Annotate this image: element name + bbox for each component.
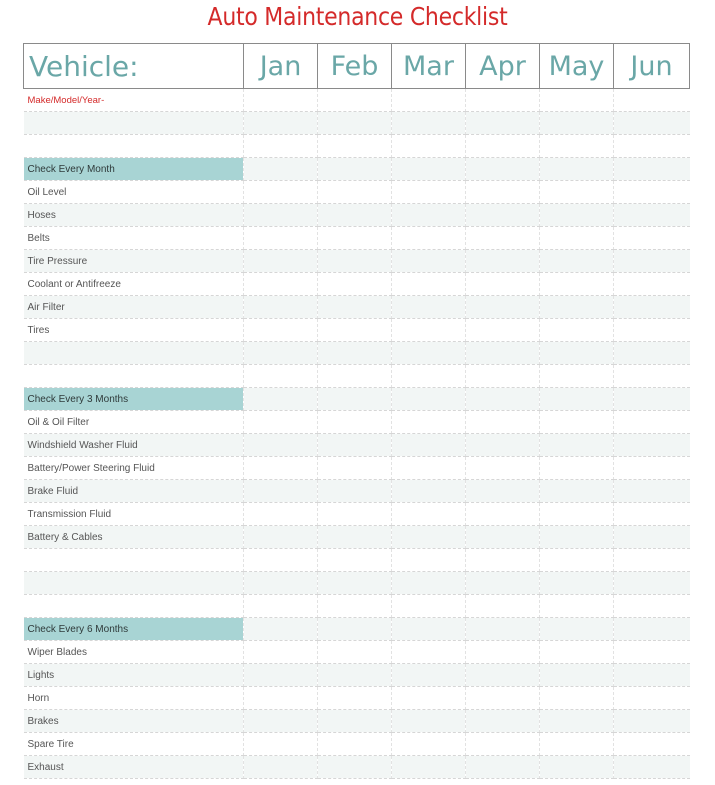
section-label: Check Every 6 Months [24, 618, 244, 641]
checklist-row [24, 710, 690, 733]
check-cell-mar[interactable] [392, 227, 466, 250]
check-cell-mar[interactable] [392, 503, 466, 526]
check-cell-jun[interactable] [614, 273, 690, 296]
check-cell-apr[interactable] [466, 181, 540, 204]
check-cell-feb[interactable] [318, 342, 392, 365]
check-cell-jun[interactable] [614, 710, 690, 733]
check-cell-may[interactable] [540, 664, 614, 687]
check-cell-mar[interactable] [392, 641, 466, 664]
item-label [24, 595, 244, 618]
item-label: Hoses [24, 204, 244, 227]
checklist-row [24, 503, 690, 526]
check-cell-jan[interactable] [244, 457, 318, 480]
check-cell-mar[interactable] [392, 434, 466, 457]
checklist-row [24, 365, 690, 388]
checklist-row [24, 411, 690, 434]
month-header-apr: Apr [466, 44, 540, 89]
check-cell-jun[interactable] [614, 181, 690, 204]
check-cell-jun[interactable] [614, 756, 690, 779]
check-cell-jun[interactable] [614, 250, 690, 273]
check-cell-may[interactable] [540, 457, 614, 480]
check-cell-feb[interactable] [318, 89, 392, 112]
check-cell-mar[interactable] [392, 457, 466, 480]
check-cell-jun[interactable] [614, 365, 690, 388]
check-cell-may[interactable] [540, 411, 614, 434]
month-header-feb: Feb [318, 44, 392, 89]
check-cell-mar[interactable] [392, 365, 466, 388]
check-cell-feb[interactable] [318, 664, 392, 687]
check-cell-apr[interactable] [466, 227, 540, 250]
check-cell-jan[interactable] [244, 112, 318, 135]
check-cell-jun[interactable] [614, 503, 690, 526]
check-cell-apr[interactable] [466, 158, 540, 181]
check-cell-jan[interactable] [244, 411, 318, 434]
section-row [24, 158, 690, 181]
item-label [24, 572, 244, 595]
checklist-row [24, 204, 690, 227]
check-cell-mar[interactable] [392, 112, 466, 135]
check-cell-feb[interactable] [318, 273, 392, 296]
checklist-row [24, 434, 690, 457]
checklist-row [24, 733, 690, 756]
check-cell-apr[interactable] [466, 112, 540, 135]
item-label: Battery & Cables [24, 526, 244, 549]
check-cell-may[interactable] [540, 526, 614, 549]
checklist-row [24, 227, 690, 250]
check-cell-mar[interactable] [392, 549, 466, 572]
check-cell-jun[interactable] [614, 641, 690, 664]
check-cell-jan[interactable] [244, 549, 318, 572]
item-label: Wiper Blades [24, 641, 244, 664]
item-label [24, 135, 244, 158]
check-cell-jun[interactable] [614, 687, 690, 710]
check-cell-apr[interactable] [466, 710, 540, 733]
check-cell-apr[interactable] [466, 664, 540, 687]
item-label: Belts [24, 227, 244, 250]
check-cell-may[interactable] [540, 135, 614, 158]
page-title: Auto Maintenance Checklist [207, 2, 508, 31]
check-cell-jun[interactable] [614, 664, 690, 687]
check-cell-feb[interactable] [318, 411, 392, 434]
check-cell-may[interactable] [540, 319, 614, 342]
checklist-row [24, 595, 690, 618]
check-cell-may[interactable] [540, 158, 614, 181]
check-cell-mar[interactable] [392, 687, 466, 710]
check-cell-jun[interactable] [614, 319, 690, 342]
check-cell-may[interactable] [540, 595, 614, 618]
check-cell-mar[interactable] [392, 595, 466, 618]
check-cell-may[interactable] [540, 549, 614, 572]
check-cell-jun[interactable] [614, 158, 690, 181]
check-cell-mar[interactable] [392, 756, 466, 779]
check-cell-mar[interactable] [392, 664, 466, 687]
item-label: Oil & Oil Filter [24, 411, 244, 434]
item-label: Tires [24, 319, 244, 342]
check-cell-apr[interactable] [466, 135, 540, 158]
checklist-row [24, 480, 690, 503]
check-cell-jan[interactable] [244, 365, 318, 388]
check-cell-apr[interactable] [466, 296, 540, 319]
check-cell-jun[interactable] [614, 480, 690, 503]
check-cell-mar[interactable] [392, 710, 466, 733]
check-cell-jan[interactable] [244, 526, 318, 549]
item-label: Brakes [24, 710, 244, 733]
check-cell-jun[interactable] [614, 572, 690, 595]
check-cell-may[interactable] [540, 204, 614, 227]
check-cell-apr[interactable] [466, 687, 540, 710]
item-label: Tire Pressure [24, 250, 244, 273]
check-cell-feb[interactable] [318, 319, 392, 342]
check-cell-mar[interactable] [392, 572, 466, 595]
check-cell-feb[interactable] [318, 503, 392, 526]
checklist-row [24, 135, 690, 158]
check-cell-feb[interactable] [318, 296, 392, 319]
check-cell-mar[interactable] [392, 296, 466, 319]
header-row [24, 44, 690, 89]
check-cell-jan[interactable] [244, 135, 318, 158]
check-cell-apr[interactable] [466, 250, 540, 273]
check-cell-may[interactable] [540, 687, 614, 710]
check-cell-jan[interactable] [244, 89, 318, 112]
check-cell-jun[interactable] [614, 296, 690, 319]
check-cell-mar[interactable] [392, 411, 466, 434]
item-label: Coolant or Antifreeze [24, 273, 244, 296]
check-cell-feb[interactable] [318, 572, 392, 595]
checklist-row [24, 687, 690, 710]
check-cell-may[interactable] [540, 273, 614, 296]
check-cell-may[interactable] [540, 342, 614, 365]
checklist-row [24, 89, 690, 112]
check-cell-may[interactable] [540, 503, 614, 526]
check-cell-mar[interactable] [392, 388, 466, 411]
check-cell-jun[interactable] [614, 89, 690, 112]
check-cell-jan[interactable] [244, 434, 318, 457]
check-cell-mar[interactable] [392, 319, 466, 342]
check-cell-feb[interactable] [318, 710, 392, 733]
month-header-jun: Jun [614, 44, 690, 89]
check-cell-feb[interactable] [318, 480, 392, 503]
item-label [24, 365, 244, 388]
section-label: Check Every Month [24, 158, 244, 181]
check-cell-mar[interactable] [392, 158, 466, 181]
check-cell-feb[interactable] [318, 641, 392, 664]
section-row [24, 618, 690, 641]
month-header-mar: Mar [392, 44, 466, 89]
check-cell-jan[interactable] [244, 319, 318, 342]
check-cell-jan[interactable] [244, 572, 318, 595]
item-label: Horn [24, 687, 244, 710]
check-cell-apr[interactable] [466, 618, 540, 641]
check-cell-jan[interactable] [244, 227, 318, 250]
check-cell-may[interactable] [540, 388, 614, 411]
check-cell-apr[interactable] [466, 411, 540, 434]
check-cell-apr[interactable] [466, 388, 540, 411]
checklist-row [24, 296, 690, 319]
checklist-row [24, 273, 690, 296]
check-cell-feb[interactable] [318, 181, 392, 204]
check-cell-may[interactable] [540, 756, 614, 779]
check-cell-jan[interactable] [244, 296, 318, 319]
item-label: Exhaust [24, 756, 244, 779]
checklist-row [24, 250, 690, 273]
check-cell-apr[interactable] [466, 204, 540, 227]
check-cell-jun[interactable] [614, 457, 690, 480]
check-cell-mar[interactable] [392, 480, 466, 503]
check-cell-apr[interactable] [466, 572, 540, 595]
check-cell-jun[interactable] [614, 411, 690, 434]
section-label: Check Every 3 Months [24, 388, 244, 411]
checklist-row [24, 526, 690, 549]
item-label: Oil Level [24, 181, 244, 204]
check-cell-jun[interactable] [614, 595, 690, 618]
check-cell-apr[interactable] [466, 503, 540, 526]
check-cell-jun[interactable] [614, 204, 690, 227]
check-cell-feb[interactable] [318, 227, 392, 250]
check-cell-may[interactable] [540, 572, 614, 595]
check-cell-feb[interactable] [318, 733, 392, 756]
check-cell-jan[interactable] [244, 595, 318, 618]
check-cell-feb[interactable] [318, 549, 392, 572]
check-cell-may[interactable] [540, 112, 614, 135]
check-cell-apr[interactable] [466, 89, 540, 112]
check-cell-apr[interactable] [466, 526, 540, 549]
check-cell-jun[interactable] [614, 112, 690, 135]
check-cell-may[interactable] [540, 365, 614, 388]
check-cell-jan[interactable] [244, 618, 318, 641]
check-cell-apr[interactable] [466, 273, 540, 296]
check-cell-jan[interactable] [244, 503, 318, 526]
check-cell-mar[interactable] [392, 733, 466, 756]
check-cell-jan[interactable] [244, 158, 318, 181]
check-cell-feb[interactable] [318, 388, 392, 411]
check-cell-may[interactable] [540, 641, 614, 664]
checklist-row [24, 181, 690, 204]
month-header-may: May [540, 44, 614, 89]
check-cell-jan[interactable] [244, 480, 318, 503]
check-cell-apr[interactable] [466, 480, 540, 503]
check-cell-jun[interactable] [614, 227, 690, 250]
check-cell-mar[interactable] [392, 342, 466, 365]
check-cell-jun[interactable] [614, 434, 690, 457]
check-cell-jun[interactable] [614, 549, 690, 572]
check-cell-feb[interactable] [318, 365, 392, 388]
check-cell-apr[interactable] [466, 733, 540, 756]
checklist-row [24, 756, 690, 779]
check-cell-feb[interactable] [318, 687, 392, 710]
check-cell-may[interactable] [540, 227, 614, 250]
check-cell-mar[interactable] [392, 204, 466, 227]
item-label: Battery/Power Steering Fluid [24, 457, 244, 480]
check-cell-apr[interactable] [466, 342, 540, 365]
item-label: Air Filter [24, 296, 244, 319]
check-cell-jun[interactable] [614, 618, 690, 641]
item-label: Spare Tire [24, 733, 244, 756]
vehicle-header: Vehicle: [24, 44, 244, 89]
check-cell-mar[interactable] [392, 181, 466, 204]
checklist-row [24, 342, 690, 365]
check-cell-may[interactable] [540, 181, 614, 204]
item-label [24, 549, 244, 572]
check-cell-mar[interactable] [392, 273, 466, 296]
check-cell-may[interactable] [540, 250, 614, 273]
check-cell-jan[interactable] [244, 664, 318, 687]
check-cell-may[interactable] [540, 733, 614, 756]
check-cell-may[interactable] [540, 480, 614, 503]
item-label [24, 342, 244, 365]
check-cell-jan[interactable] [244, 733, 318, 756]
check-cell-apr[interactable] [466, 595, 540, 618]
check-cell-feb[interactable] [318, 250, 392, 273]
check-cell-mar[interactable] [392, 250, 466, 273]
check-cell-jan[interactable] [244, 756, 318, 779]
check-cell-may[interactable] [540, 89, 614, 112]
checklist-row [24, 319, 690, 342]
check-cell-mar[interactable] [392, 89, 466, 112]
item-label: Windshield Washer Fluid [24, 434, 244, 457]
check-cell-jun[interactable] [614, 388, 690, 411]
checklist-row [24, 549, 690, 572]
checklist-row [24, 572, 690, 595]
item-label: Brake Fluid [24, 480, 244, 503]
check-cell-feb[interactable] [318, 434, 392, 457]
checklist-row [24, 457, 690, 480]
check-cell-feb[interactable] [318, 112, 392, 135]
check-cell-jun[interactable] [614, 135, 690, 158]
checklist-table [23, 43, 690, 779]
month-header-jan: Jan [244, 44, 318, 89]
check-cell-may[interactable] [540, 618, 614, 641]
check-cell-feb[interactable] [318, 595, 392, 618]
check-cell-jan[interactable] [244, 388, 318, 411]
section-row [24, 388, 690, 411]
check-cell-apr[interactable] [466, 457, 540, 480]
check-cell-jan[interactable] [244, 687, 318, 710]
check-cell-mar[interactable] [392, 526, 466, 549]
make-model-year-label: Make/Model/Year- [24, 89, 244, 112]
checklist-row [24, 641, 690, 664]
check-cell-apr[interactable] [466, 549, 540, 572]
check-cell-jun[interactable] [614, 526, 690, 549]
check-cell-apr[interactable] [466, 641, 540, 664]
check-cell-feb[interactable] [318, 457, 392, 480]
check-cell-feb[interactable] [318, 135, 392, 158]
check-cell-jan[interactable] [244, 250, 318, 273]
check-cell-may[interactable] [540, 710, 614, 733]
item-label: Transmission Fluid [24, 503, 244, 526]
check-cell-apr[interactable] [466, 756, 540, 779]
check-cell-may[interactable] [540, 434, 614, 457]
check-cell-apr[interactable] [466, 319, 540, 342]
check-cell-apr[interactable] [466, 434, 540, 457]
check-cell-feb[interactable] [318, 756, 392, 779]
check-cell-may[interactable] [540, 296, 614, 319]
check-cell-jun[interactable] [614, 733, 690, 756]
check-cell-jan[interactable] [244, 342, 318, 365]
check-cell-jan[interactable] [244, 641, 318, 664]
check-cell-jan[interactable] [244, 181, 318, 204]
check-cell-jun[interactable] [614, 342, 690, 365]
check-cell-feb[interactable] [318, 204, 392, 227]
check-cell-mar[interactable] [392, 135, 466, 158]
check-cell-feb[interactable] [318, 526, 392, 549]
item-label: Lights [24, 664, 244, 687]
checklist-row [24, 664, 690, 687]
checklist-row [24, 112, 690, 135]
item-label [24, 112, 244, 135]
check-cell-jan[interactable] [244, 710, 318, 733]
check-cell-jan[interactable] [244, 204, 318, 227]
check-cell-feb[interactable] [318, 618, 392, 641]
check-cell-apr[interactable] [466, 365, 540, 388]
check-cell-jan[interactable] [244, 273, 318, 296]
check-cell-feb[interactable] [318, 158, 392, 181]
check-cell-mar[interactable] [392, 618, 466, 641]
